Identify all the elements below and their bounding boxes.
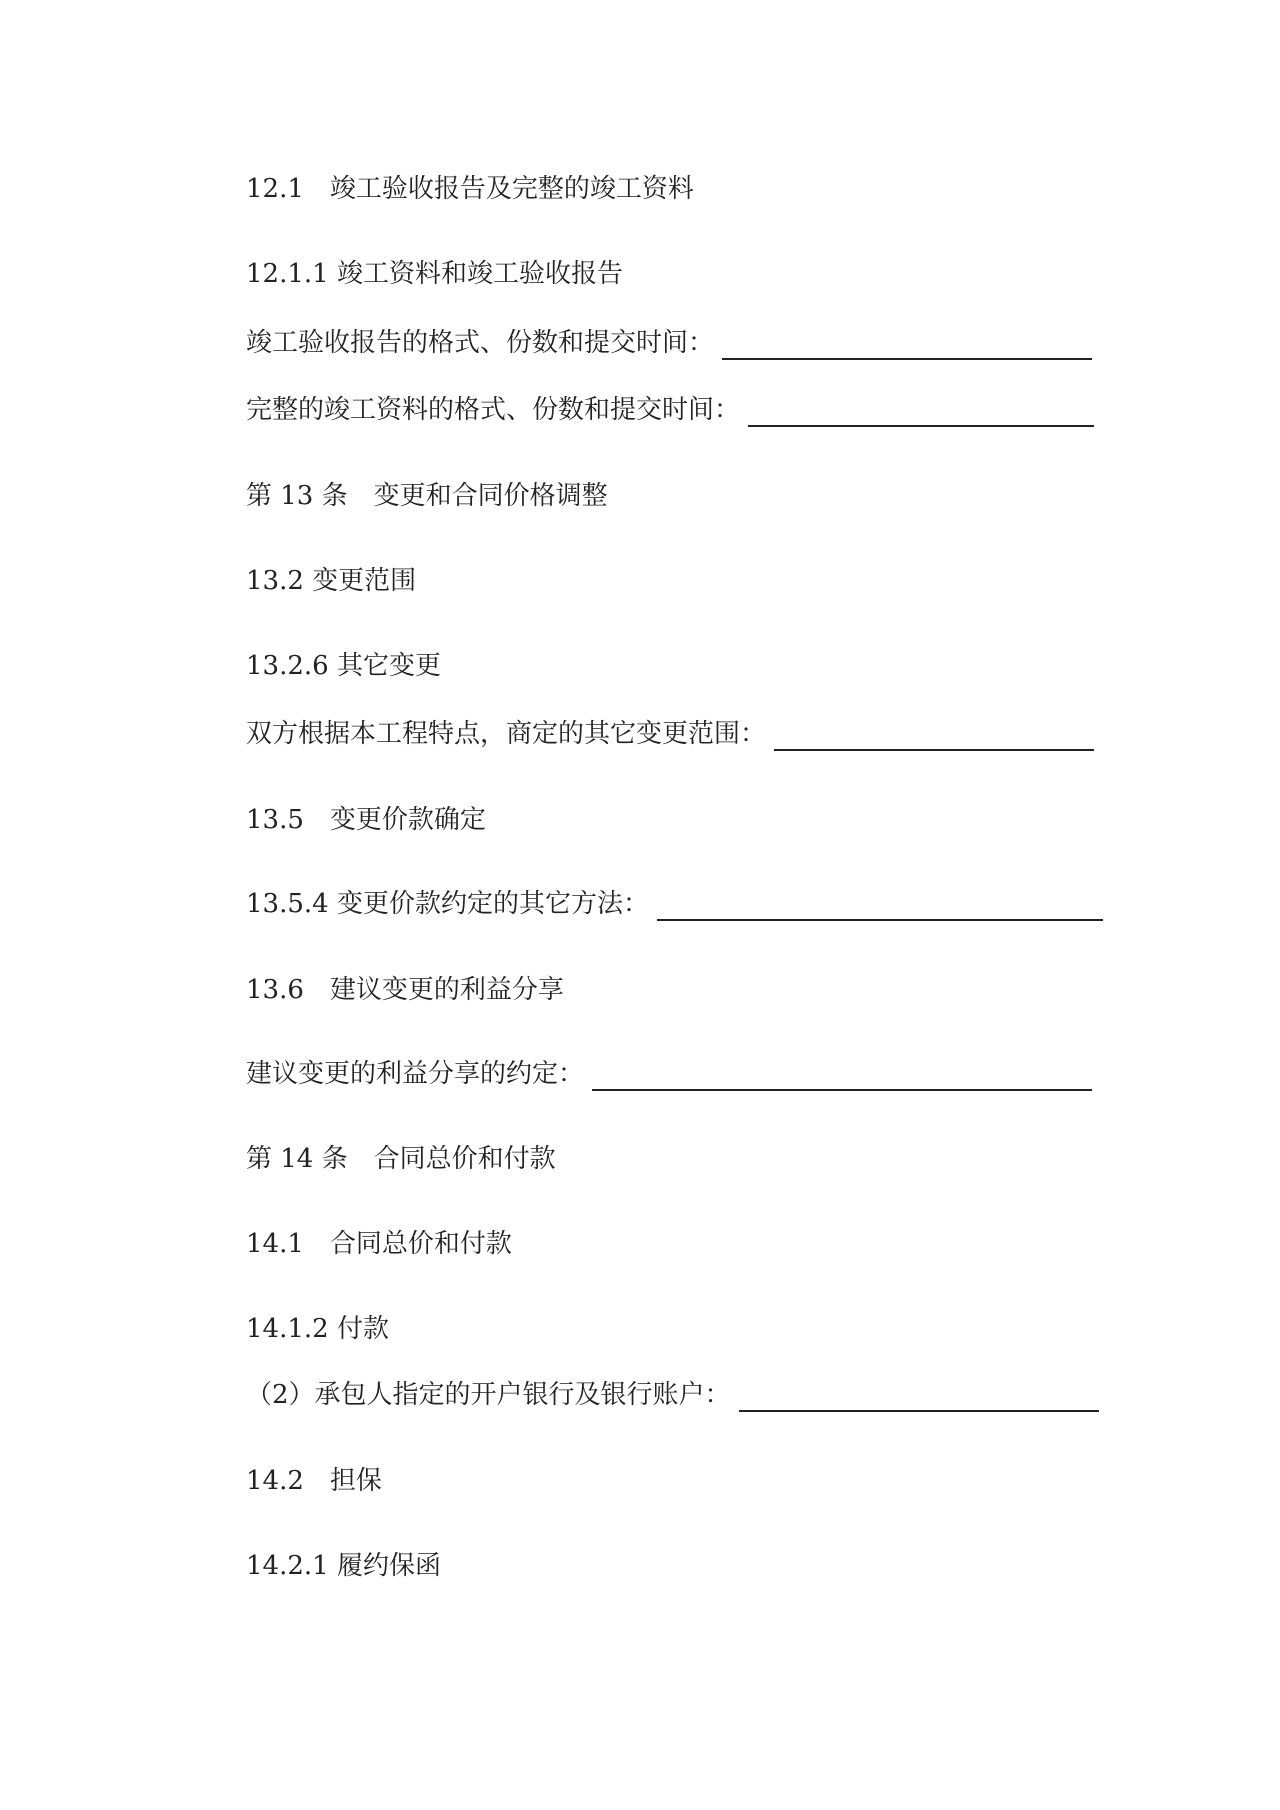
section-13-5-4-label: 13.5.4 变更价款约定的其它方法：	[246, 889, 649, 919]
section-14-2-heading: 14.2 担保	[246, 1466, 382, 1496]
complete-docs-label: 完整的竣工资料的格式、份数和提交时间：	[246, 395, 741, 425]
section-14-1-2-heading: 14.1.2 付款	[246, 1314, 389, 1344]
section-13-5-4-field	[246, 887, 1103, 921]
section-12-1-1-heading: 12.1.1 竣工资料和竣工验收报告	[246, 259, 623, 289]
bank-account-field	[246, 1378, 1099, 1412]
section-13-5-heading: 13.5 变更价款确定	[246, 805, 486, 835]
report-format-label: 竣工验收报告的格式、份数和提交时间：	[246, 328, 715, 358]
other-scope-blank[interactable]	[774, 721, 1094, 751]
section-13-2-6-heading: 13.2.6 其它变更	[246, 651, 441, 681]
report-format-field	[246, 326, 1092, 360]
bank-account-blank[interactable]	[739, 1382, 1099, 1412]
section-14-2-1-heading: 14.2.1 履约保函	[246, 1551, 441, 1581]
section-14-1-heading: 14.1 合同总价和付款	[246, 1229, 512, 1259]
section-13-5-4-blank[interactable]	[657, 891, 1103, 921]
section-12-1-heading: 12.1 竣工验收报告及完整的竣工资料	[246, 174, 694, 204]
bank-account-label: （2）承包人指定的开户银行及银行账户：	[246, 1380, 731, 1410]
complete-docs-field	[246, 393, 1094, 427]
benefit-sharing-label: 建议变更的利益分享的约定：	[246, 1059, 585, 1089]
complete-docs-blank[interactable]	[748, 397, 1094, 427]
report-format-blank[interactable]	[722, 330, 1092, 360]
other-scope-field	[246, 717, 1094, 751]
benefit-sharing-field	[246, 1057, 1092, 1091]
article-14-heading: 第 14 条 合同总价和付款	[246, 1144, 556, 1174]
section-13-6-heading: 13.6 建议变更的利益分享	[246, 975, 564, 1005]
section-13-2-heading: 13.2 变更范围	[246, 566, 417, 596]
article-13-heading: 第 13 条 变更和合同价格调整	[246, 481, 608, 511]
benefit-sharing-blank[interactable]	[592, 1061, 1092, 1091]
other-scope-label: 双方根据本工程特点，商定的其它变更范围：	[246, 719, 767, 749]
